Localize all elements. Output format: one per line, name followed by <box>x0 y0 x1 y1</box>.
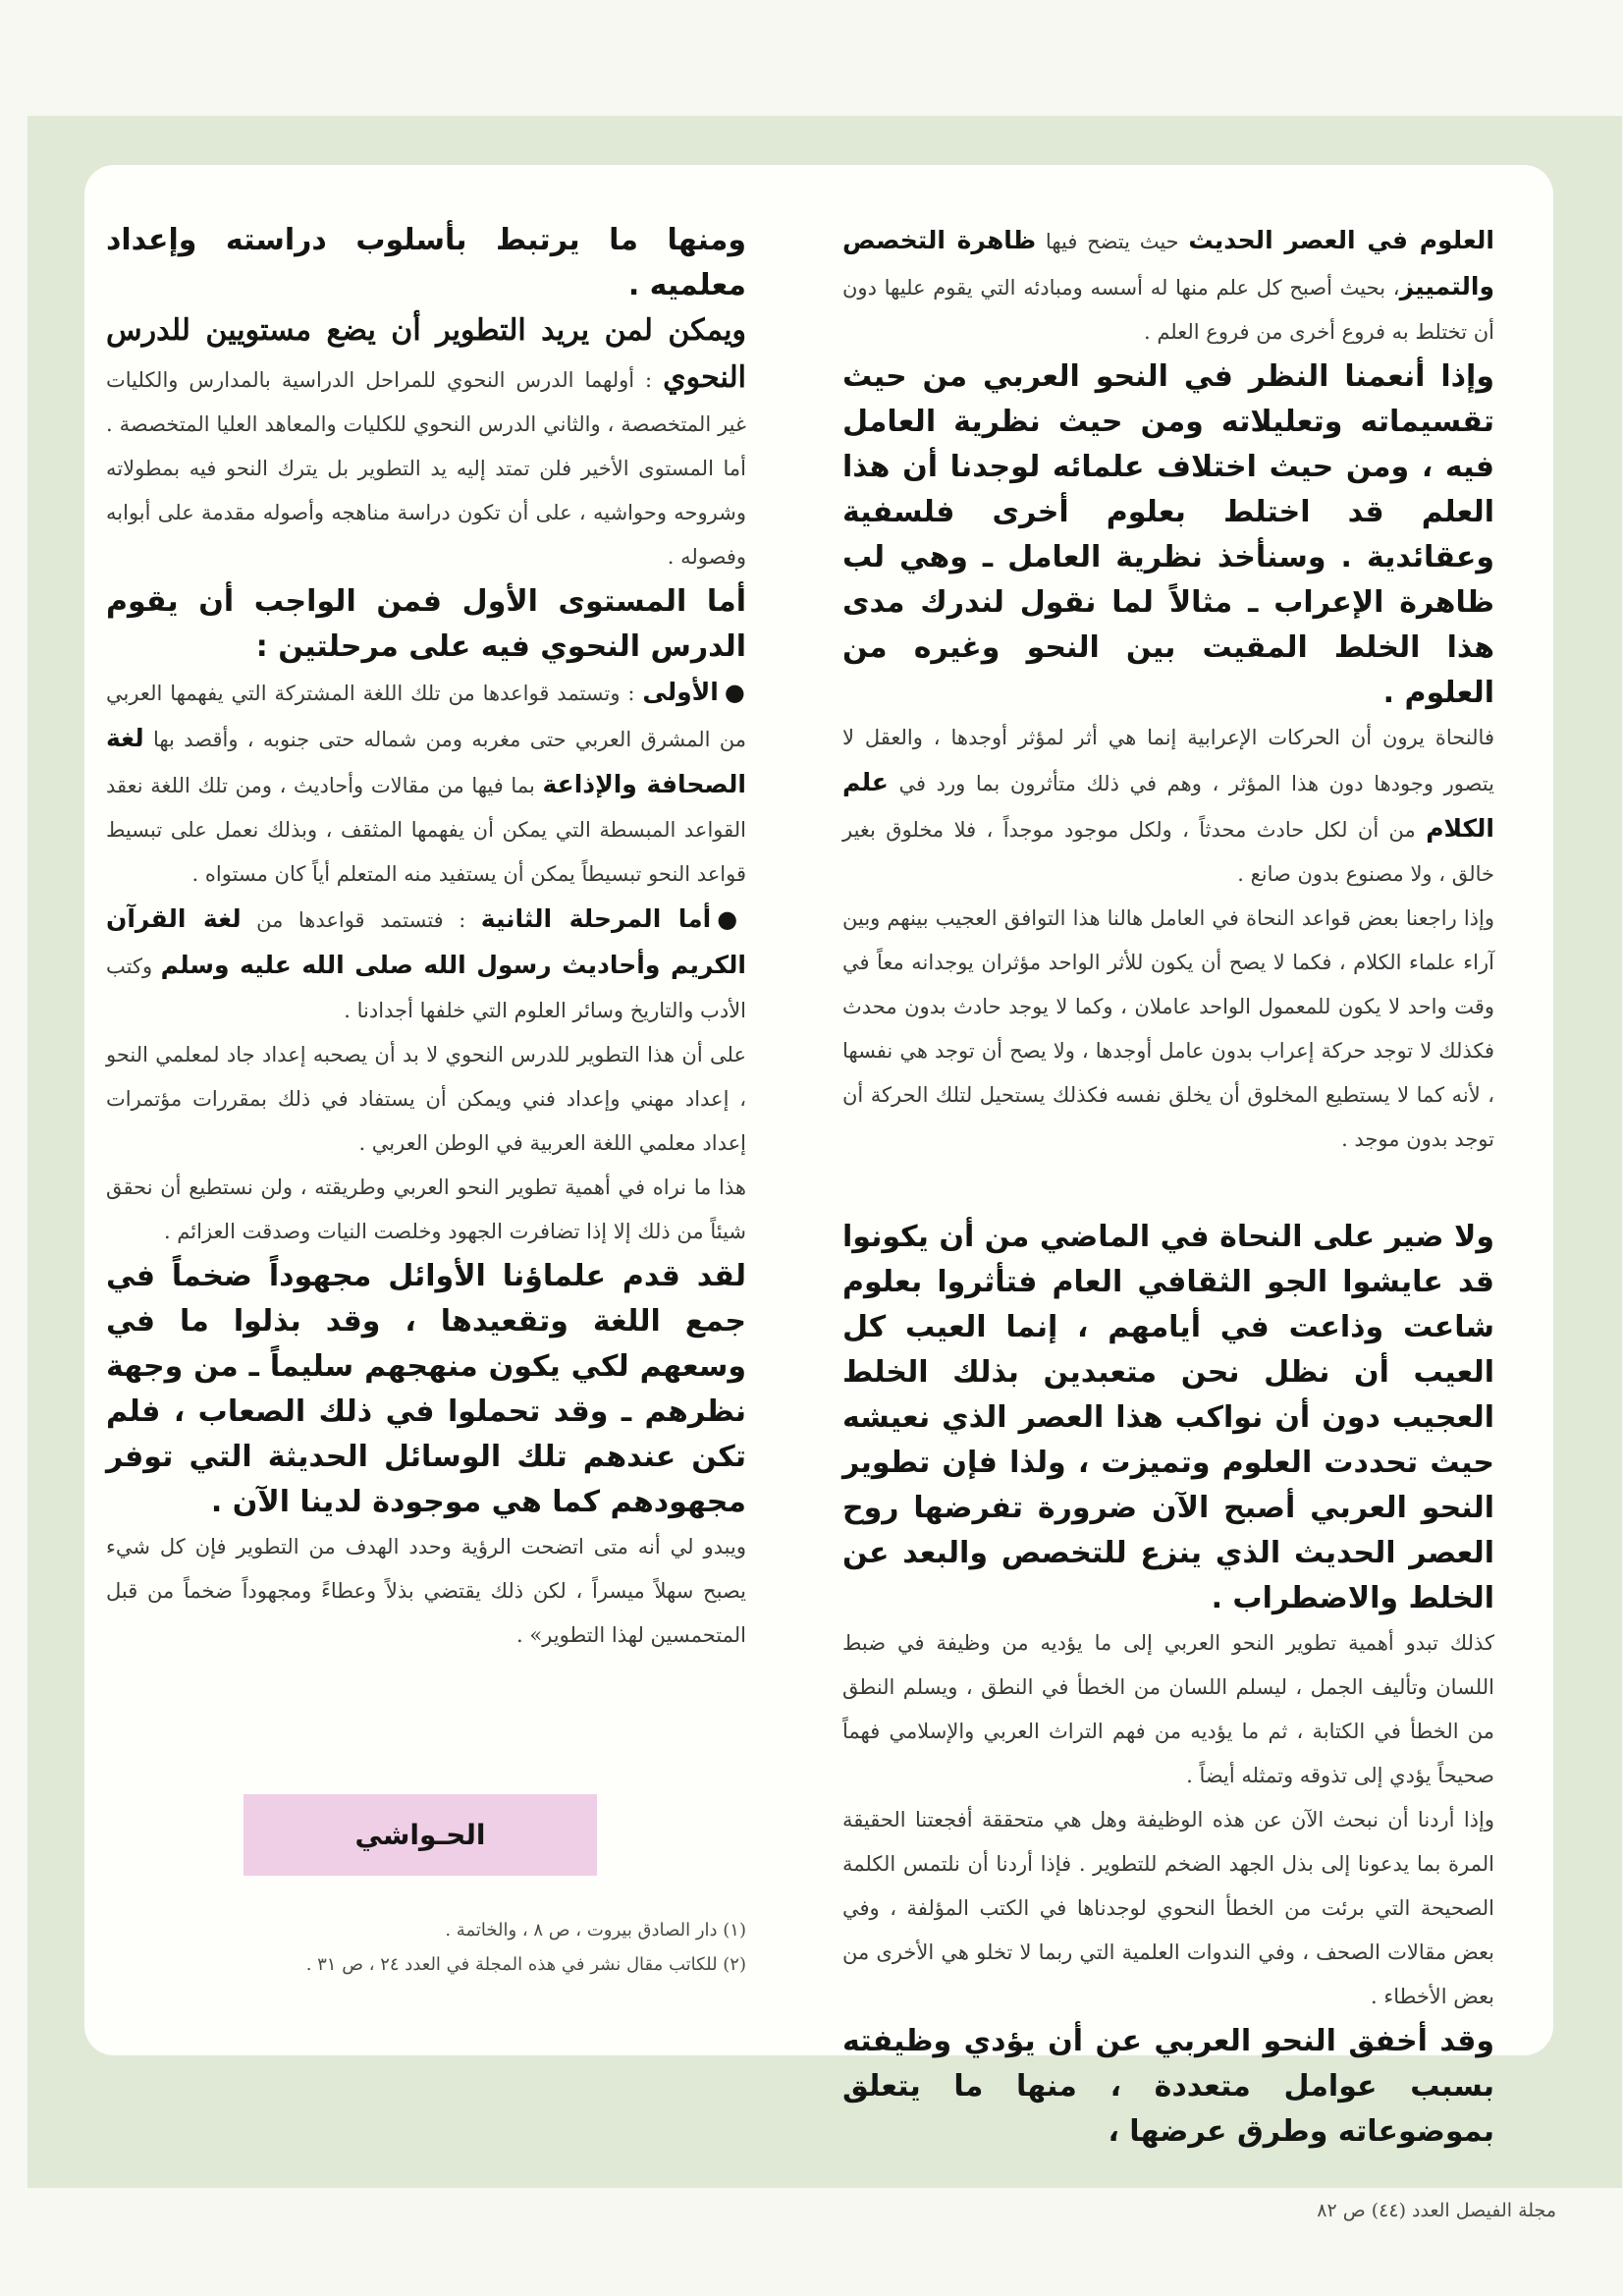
paragraph-grammar-analysis: وإذا أنعمنا النظر في النحو العربي من حيث تقسيماته وتعليلاته ومن حيث نظرية العامل فيه ، ومن حيث اختلاف علمائه لوجدنا أن هذا العلم قد اختلط بعلوم أخرى فلسفية وعقائدية . وسنأخذ نظرية العامل ـ وهي لب ظاهرة الإعراب ـ مثالاً لما نقول لندرك مدى هذا الخلط المقيت بين النحو وغيره من العلوم . <box>842 359 1494 710</box>
notes-heading: الحـواشي <box>354 1819 486 1851</box>
bullet-icon: ● <box>724 679 746 706</box>
paragraph-importance: كذلك تبدو أهمية تطوير النحو العربي إلى ما يؤديه من وظيفة في ضبط اللسان وتأليف الجمل ، ليسلم اللسان من الخطأ في النطق ، ويسلم النطق من الخطأ في الكتابة ، ثم ما يؤديه من فهم التراث العربي والإسلامي فهماً صحيحاً يؤدي إلى تذوقه وتمثله أيضاً . <box>842 1631 1494 1787</box>
paragraph-our-view: هذا ما نراه في أهمية تطوير النحو العربي وطريقته ، ولن نستطيع أن نحقق شيئاً من ذلك إلا إذا تضافرت الجهود وخلصت النيات وصدقت العزائم . <box>106 1175 746 1243</box>
paragraph-failure: وقد أخفق النحو العربي عن أن يؤدي وظيفته بسبب عوامل متعددة ، منها ما يتعلق بموضوعاته وطرق عرضها ، <box>842 2024 1494 2149</box>
paragraph-intro: العلوم في العصر الحديث حيث يتضح فيها ظاهرة التخصص والتمييز، بحيث أصبح كل علم منها له أسسه ومبادئه التي يقوم عليها دون أن تختلط به فروع أخرى من فروع العلم . <box>842 226 1495 344</box>
notes-heading-box <box>243 1794 597 1876</box>
footnote-1: (١) دار الصادق بيروت ، ص ٨ ، والخاتمة . <box>445 1920 746 1941</box>
paragraph-function: وإذا أردنا أن نبحث الآن عن هذه الوظيفة وهل هي متحققة أفجعتنا الحقيقة المرة بما يدعونا إلى بذل الجهد الضخم للتطوير . فإذا أردنا أن نلتمس الكلمة الصحيحة التي برئت من الخطأ النحوي لوجدناها في الكتب المؤلفة ، وفي بعض مقالات الصحف ، وفي الندوات العلمية التي ربما لا تخلو هي الأخرى من بعض الأخطاء . <box>842 1808 1494 2008</box>
paragraph-amil-rules: وإذا راجعنا بعض قواعد النحاة في العامل هالنا هذا التوافق العجيب بينهم وبين آراء علماء الكلام ، فكما لا يصح أن يكون للأثر الواحد مؤثران يوجدانه معاً في وقت واحد لا يكون للمعمول الواحد عاملان ، وكما لا يوجد حادث بدون محدث فكذلك لا توجد حركة إعراب بدون عامل أوجدها ، ولا يصح أن توجد هي نفسها ، لأنه كما لا يستطيع المخلوق أن يخلق نفسه فكذلك يستحيل لتلك الحركة أن توجد بدون موجد . <box>842 906 1494 1151</box>
paragraph-continuation: ومنها ما يرتبط بأسلوب دراسته وإعداد معلميه . <box>106 223 746 302</box>
left-column <box>106 218 746 1658</box>
paragraph-no-harm: ولا ضير على النحاة في الماضي من أن يكونوا قد عايشوا الجو الثقافي العام فتأثروا بعلوم شاعت وذاعت في أيامهم ، إنما العيب كل العيب أن نظل نحن متعبدين بذلك الخلط العجيب دون أن نواكب هذا العصر الذي نعيشه حيث تحددت العلوم وتميزت ، ولذا فإن تطوير النحو العربي أصبح الآن ضرورة تفرضها روح العصر الحديث الذي ينزع للتخصص والبعد عن الخلط والاضطراب . <box>842 1220 1494 1615</box>
paragraph-teacher-prep: على أن هذا التطوير للدرس النحوي لا بد أن يصحبه إعداد جاد لمعلمي النحو ، إعداد مهني وإعداد فني ويمكن أن يستفاد في ذلك بمقررات مؤتمرات إعداد معلمي اللغة العربية في الوطن العربي . <box>106 1043 746 1155</box>
paragraph-stage-two: ●أما المرحلة الثانية : فتستمد قواعدها من لغة القرآن الكريم وأحاديث رسول الله صلى الله عليه وسلم وكتب الأدب والتاريخ وسائر العلوم التي خلفها أجدادنا . <box>106 904 747 1022</box>
right-column <box>842 218 1494 2155</box>
page-footer: مجلة الفيصل العدد (٤٤) ص ٨٢ <box>1317 2200 1556 2221</box>
paragraph-two-levels: ويمكن لمن يريد التطوير أن يضع مستويين للدرس النحوي : أولهما الدرس النحوي للمراحل الدراسية بالمدارس والكليات غير المتخصصة ، والثاني الدرس النحوي للكليات والمعاهد العليا المتخصصة . أما المستوى الأخير فلن تمتد إليه يد التطوير بل يترك النحو فيه بمطولاته وشروحه وحواشيه ، على أن تكون دراسة مناهجه وأصوله مقدمة على أبوابه وفصوله . <box>106 313 746 569</box>
paragraph-nuhat-view: فالنحاة يرون أن الحركات الإعرابية إنما هي أثر لمؤثر أوجدها ، والعقل لا يتصور وجودها دون هذا المؤثر ، وهم في ذلك متأثرون بما ورد في علم الكلام من أن لكل حادث محدثاً ، ولكل موجود موجداً ، فلا مخلوق بغير خالق ، ولا مصنوع بدون صانع . <box>842 726 1494 886</box>
paragraph-early-scholars: لقد قدم علماؤنا الأوائل مجهوداً ضخماً في جمع اللغة وتقعيدها ، وقد بذلوا ما في وسعهم لكي يكون منهجهم سليماً ـ من وجهة نظرهم ـ وقد تحملوا في ذلك الصعاب ، فلم تكن عندهم تلك الوسائل الحديثة التي توفر مجهودهم كما هي موجودة لدينا الآن . <box>106 1259 746 1519</box>
paragraph-stage-one: ●الأولى : وتستمد قواعدها من تلك اللغة المشتركة التي يفهمها العربي من المشرق العربي حتى مغربه ومن شماله حتى جنوبه ، وأقصد بها لغة الصحافة والإذاعة بما فيها من مقالات وأحاديث ، ومن تلك اللغة نعقد القواعد المبسطة التي يمكن أن يفهمها المثقف ، وبذلك نعمل على تبسيط قواعد النحو تبسيطاً يمكن أن يستفيد منه المتعلم أياً كان مستواه . <box>106 678 747 886</box>
paragraph-first-level: أما المستوى الأول فمن الواجب أن يقوم الدرس النحوي فيه على مرحلتين : <box>106 584 746 664</box>
paragraph-conclusion: ويبدو لي أنه متى اتضحت الرؤية وحدد الهدف من التطوير فإن كل شيء يصبح سهلاً ميسراً ، لكن ذلك يقتضي بذلاً وعطاءً ومجهوداً ضخماً من قبل المتحمسين لهذا التطوير» . <box>106 1535 746 1647</box>
bullet-icon: ● <box>717 905 747 933</box>
footnote-2: (٢) للكاتب مقال نشر في هذه المجلة في العدد ٢٤ ، ص ٣١ . <box>305 1954 746 1975</box>
column-gap <box>842 1162 1494 1215</box>
